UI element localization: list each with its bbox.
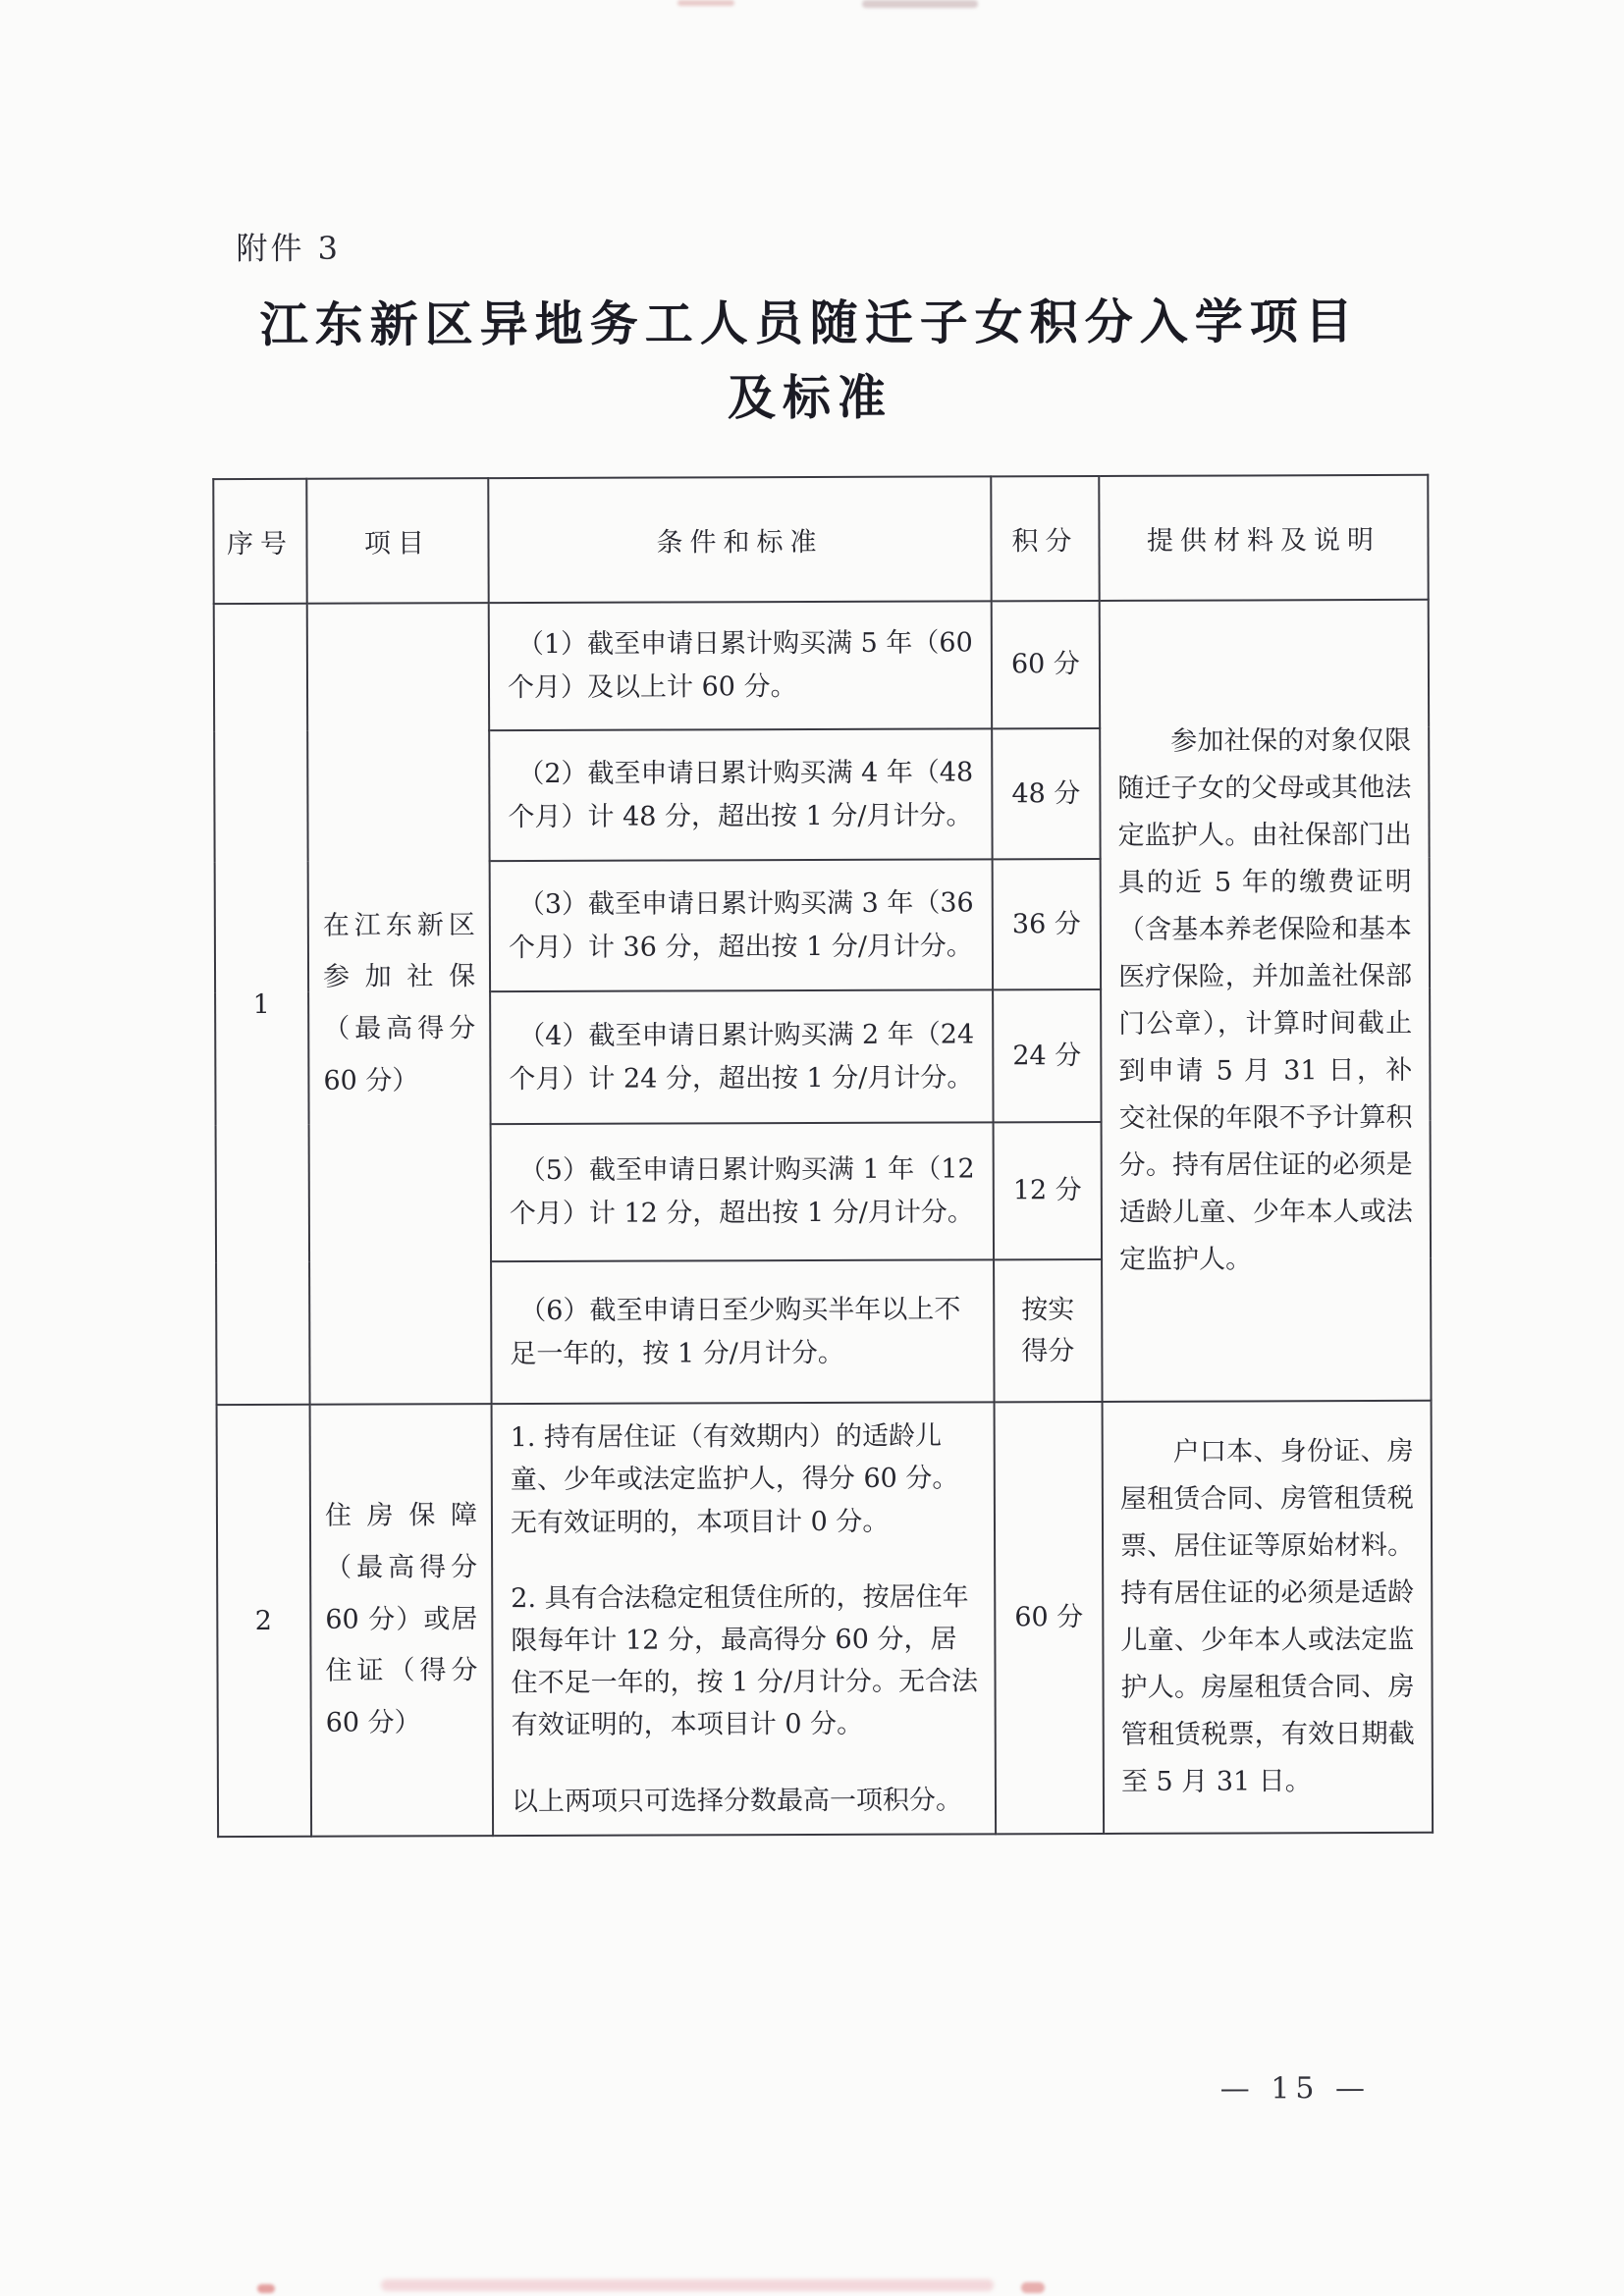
table-header-row — [213, 475, 1428, 604]
header-points: 积分 — [991, 476, 1099, 601]
row1-item-cell: 在江东新区参加社保（最高得分 60 分） — [307, 603, 492, 1405]
row1-points-2: 48 分 — [992, 728, 1100, 859]
row1-condition-2: （2）截至申请日累计购买满 4 年（48 个月）计 48 分，超出按 1 分/月计分。 — [489, 728, 992, 861]
row1-condition-6: （6）截至申请日至少购买半年以上不足一年的，按 1 分/月计分。 — [491, 1259, 995, 1404]
row1-points-1: 60 分 — [992, 601, 1100, 728]
row1-number-cell: 1 — [214, 604, 310, 1405]
row1-condition-4: （4）截至申请日累计购买满 2 年（24 个月）计 24 分，超出按 1 分/月计分。 — [490, 989, 993, 1124]
scan-artifact-top — [677, 0, 734, 6]
row2-conditions-cell — [492, 1402, 997, 1836]
row1-condition-1: （1）截至申请日累计购买满 5 年（60 个月）及以上计 60 分。 — [489, 601, 992, 730]
row1-points-3: 36 分 — [993, 859, 1101, 989]
row1-materials-cell: 参加社保的对象仅限随迁子女的父母或其他法定监护人。由社保部门出具的近 5 年的缴费证明（含基本养老保险和基本医疗保险，并加盖社保部门公章），计算时间截止到申请 5 月 31 日，补交社保的年限不予计算积分。持有居住证的必须是适龄儿童、少年本人或法定监护人。 — [1100, 600, 1432, 1402]
row2-materials-cell: 户口本、身份证、房屋租赁合同、房管租赁税票、居住证等原始材料。持有居住证的必须是适龄儿童、少年本人或法定监护人。房屋租赁合同、房管租赁税票，有效日期截至 5 月 31 日。 — [1103, 1401, 1434, 1834]
table-row — [214, 600, 1429, 731]
row2-number-cell: 2 — [217, 1405, 312, 1837]
row2-points-cell: 60 分 — [995, 1402, 1105, 1834]
points-criteria-table — [212, 474, 1434, 1838]
row2-item-cell: 住房保障（最高得分 60 分）或居住证（得分 60 分） — [310, 1404, 494, 1837]
scan-artifact-bottom — [1021, 2282, 1045, 2293]
scan-artifact-bottom — [381, 2279, 994, 2291]
header-no: 序号 — [213, 479, 306, 604]
row2-condition-paragraph-3: 以上两项只可选择分数最高一项积分。 — [511, 1785, 963, 1817]
header-conditions: 条件和标准 — [488, 476, 991, 603]
row2-condition-paragraph-1: 1. 持有居住证（有效期内）的适龄儿童、少年或法定监护人，得分 60 分。无有效证明的，本项目计 0 分。 — [510, 1420, 959, 1538]
row2-condition-paragraph-2: 2. 具有合法稳定租赁住所的，按居住年限每年计 12 分，最高得分 60 分，居住不足一年的，按 1 分/月计分。无合法有效证明的，本项目计 0 分。 — [511, 1581, 979, 1741]
document-title — [57, 284, 1564, 438]
scan-artifact-bottom — [257, 2284, 275, 2293]
header-materials: 提供材料及说明 — [1099, 475, 1428, 601]
row1-condition-5: （5）截至申请日累计购买满 1 年（12 个月）计 12 分，超出按 1 分/月计分。 — [491, 1122, 994, 1261]
row1-points-6: 按实 得分 — [994, 1259, 1103, 1402]
page-number: — 15 — — [1219, 2071, 1372, 2107]
header-item: 项目 — [306, 478, 488, 604]
row1-points-4: 24 分 — [993, 989, 1101, 1122]
scan-artifact-top — [862, 0, 978, 8]
document-title-line2: 及标准 — [727, 369, 893, 427]
document-title-line1: 江东新区异地务工人员随迁子女积分入学项目 — [259, 294, 1360, 353]
row1-points-5: 12 分 — [994, 1122, 1102, 1259]
attachment-label: 附件 3 — [236, 229, 342, 268]
table-row — [217, 1401, 1434, 1837]
row1-condition-3: （3）截至申请日累计购买满 3 年（36 个月）计 36 分，超出按 1 分/月计分。 — [490, 859, 993, 991]
